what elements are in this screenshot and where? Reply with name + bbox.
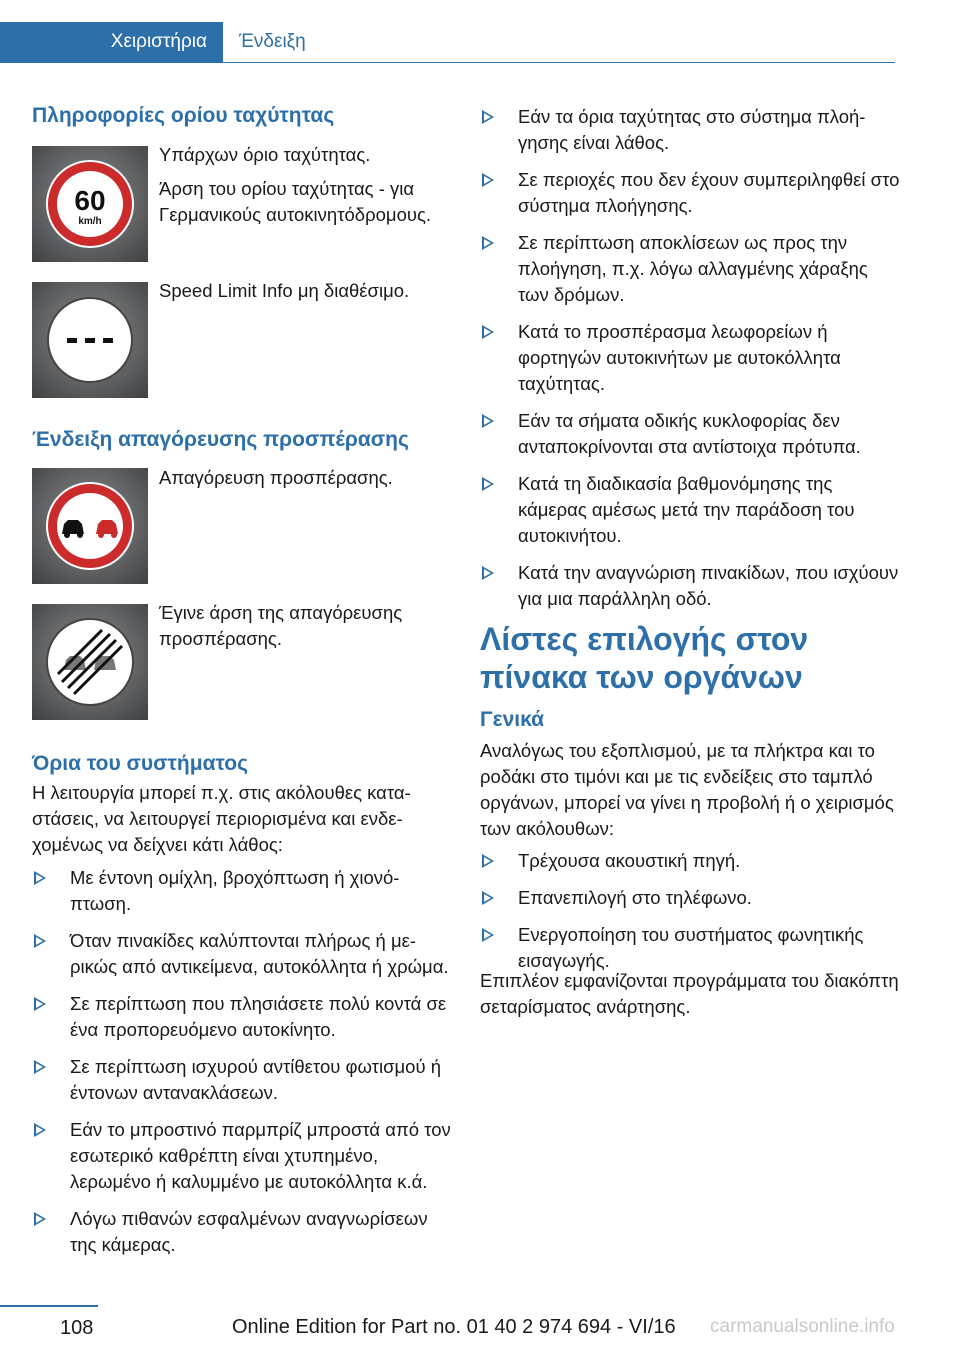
bullet-triangle-icon <box>34 1212 46 1226</box>
no-overtaking-heading: Ένδειξη απαγόρευσης προσπέρασης <box>32 428 409 451</box>
list-item: Εάν το μπροστινό παρμπρίζ μπροστά από τον εσωτερικό καθρέπτη είναι χτυπημένο, λερωμένο ή καλυμμένο με αυτοκόλλητα κ.ά. <box>32 1117 452 1195</box>
list-item: Τρέχουσα ακουστική πηγή. <box>480 848 900 874</box>
instrument-cluster-lists-heading: Λίστες επιλογής στον πίνακα των οργάνων <box>480 621 809 695</box>
unavailable-sign-graphic <box>32 282 148 398</box>
watermark: carmanualsonline.info <box>710 1316 895 1337</box>
bullet-triangle-icon <box>482 325 494 339</box>
system-limits-intro: Η λειτουργία μπορεί π.χ. στις ακόλουθες καταστάσεις, να λειτουργεί περιορισμένα και ενδεχομένως να δείχνει κάτι λάθος: <box>32 782 411 855</box>
general-intro: Αναλόγως του εξοπλισμού, με τα πλήκτρα και το ροδάκι στο τιμόνι και με τις ενδείξεις στο ταμπλό οργάνων, μπορεί να γίνει η προβολή ή ο χειρισμός των ακόλουθων: <box>480 740 894 839</box>
tab-controls[interactable]: Χειριστήρια <box>0 22 223 62</box>
end-no-overtaking-sign <box>32 604 148 720</box>
bullet-triangle-icon <box>34 997 46 1011</box>
bullet-triangle-icon <box>34 1123 46 1137</box>
speed-caption-unavailable: Speed Limit Info μη διαθέσιμο. <box>159 280 410 301</box>
system-limits-list <box>32 865 452 1269</box>
system-limits-list-continued <box>480 104 900 623</box>
tab-display[interactable]: Ένδειξη <box>239 31 306 52</box>
header-rule <box>0 62 895 63</box>
no-overtaking-graphic <box>32 468 148 584</box>
speed-caption-existing: Υπάρχων όριο ταχύτητας. <box>159 144 371 165</box>
speed-caption-lifted: Άρση του ορίου ταχύτητας - για Γερμανικούς αυτοκινητόδρομους. <box>159 178 432 225</box>
speed-limit-heading: Πληροφορίες ορίου ταχύτητας <box>32 104 335 127</box>
bullet-triangle-icon <box>482 110 494 124</box>
overtake-caption-prohibited: Απαγόρευση προσπέρασης. <box>159 467 393 488</box>
system-limits-heading: Όρια του συστήματος <box>32 752 249 775</box>
list-item: Σε περιοχές που δεν έχουν συμπεριληφθεί στο σύστημα πλοήγησης. <box>480 167 900 219</box>
bullet-triangle-icon <box>482 173 494 187</box>
bullet-triangle-icon <box>482 236 494 250</box>
list-item: Εάν τα σήματα οδικής κυκλοφορίας δεν ανταποκρίνονται στα αντίστοιχα πρότυπα. <box>480 408 900 460</box>
speed-limit-60-sign <box>32 146 148 262</box>
bullet-triangle-icon <box>482 414 494 428</box>
list-item: Κατά το προσπέρασμα λεωφορείων ή φορτηγών αυτοκινήτων με αυτοκόλλητα ταχύτητας. <box>480 319 900 397</box>
header-tabs <box>0 22 895 62</box>
list-item: Κατά την αναγνώριση πινακίδων, που ισχύουν για μια παράλληλη οδό. <box>480 560 900 612</box>
list-item: Με έντονη ομίχλη, βροχόπτωση ή χιονόπτωση. <box>32 865 452 917</box>
list-item: Εάν τα όρια ταχύτητας στο σύστημα πλοήγησης είναι λάθος. <box>480 104 900 156</box>
page-number-bar <box>0 1305 98 1307</box>
sign-speed-number: 60 <box>74 185 106 216</box>
general-heading: Γενικά <box>480 708 545 731</box>
bullet-triangle-icon <box>482 928 494 942</box>
general-outro: Επιπλέον εμφανίζονται προγράμματα του διακόπτη σεταρίσματος ανάρτησης. <box>480 970 899 1017</box>
bullet-triangle-icon <box>482 566 494 580</box>
bullet-triangle-icon <box>34 871 46 885</box>
no-overtaking-sign <box>32 468 148 584</box>
bullet-triangle-icon <box>34 1060 46 1074</box>
list-item: Όταν πινακίδες καλύπτονται πλήρως ή μερικώς από αντικείμενα, αυτοκόλλητα ή χρώμα. <box>32 928 452 980</box>
list-item: Ενεργοποίηση του συστήματος φωνητικής εισαγωγής. <box>480 922 900 974</box>
page-number: 108 <box>60 1317 94 1339</box>
list-item: Σε περίπτωση ισχυρού αντίθετου φωτισμού ή έντονων αντανακλάσεων. <box>32 1054 452 1106</box>
end-no-overtaking-graphic <box>32 604 148 720</box>
overtake-caption-lifted: Έγινε άρση της απαγόρευσης προσπέρασης. <box>159 602 403 649</box>
general-list <box>480 848 900 985</box>
bullet-triangle-icon <box>482 854 494 868</box>
speed-limit-sign-graphic <box>32 146 148 262</box>
bullet-triangle-icon <box>34 934 46 948</box>
bullet-triangle-icon <box>482 891 494 905</box>
list-item: Σε περίπτωση αποκλίσεων ως προς την πλοήγηση, π.χ. λόγω αλλαγμένης χάραξης των δρόμων. <box>480 230 900 308</box>
list-item: Κατά τη διαδικασία βαθμονόμησης της κάμερας αμέσως μετά την παράδοση του αυτοκινήτου. <box>480 471 900 549</box>
speed-limit-unavailable-sign <box>32 282 148 398</box>
sign-speed-unit: km/h <box>78 216 102 227</box>
edition-footer: Online Edition for Part no. 01 40 2 974 694 - VI/16 <box>232 1316 676 1338</box>
list-item: Λόγω πιθανών εσφαλμένων αναγνωρίσεων της κάμερας. <box>32 1206 452 1258</box>
bullet-triangle-icon <box>482 477 494 491</box>
list-item: Επανεπιλογή στο τηλέφωνο. <box>480 885 900 911</box>
list-item: Σε περίπτωση που πλησιάσετε πολύ κοντά σε ένα προπορευόμενο αυτοκίνητο. <box>32 991 452 1043</box>
